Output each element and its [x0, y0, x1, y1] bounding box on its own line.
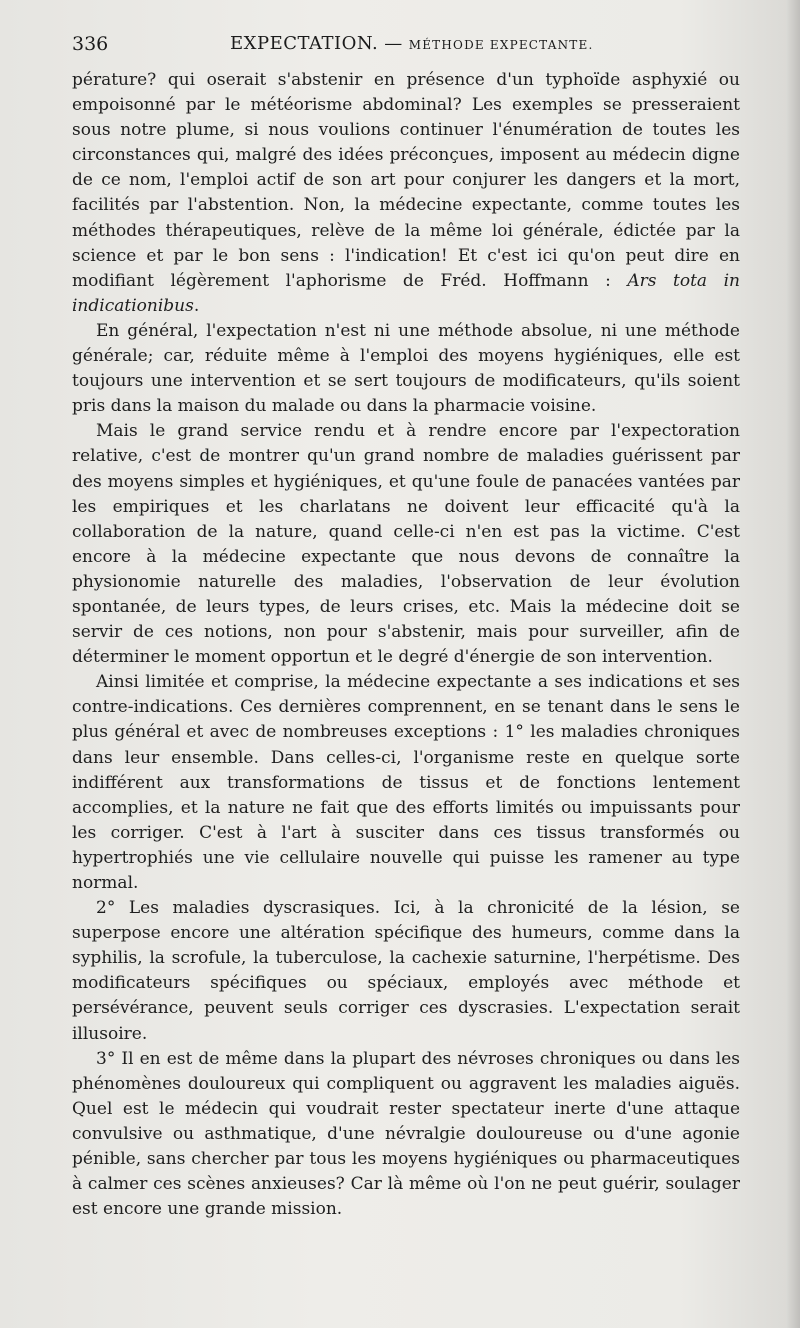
page-number: 336 [72, 33, 109, 55]
page-edge-shadow [786, 0, 800, 1328]
latin-quotation: Ars tota in indicationibus [72, 270, 740, 316]
paragraph-3: Mais le grand service rendu et à rendre encore par l'expectoration relative, c'est de montrer qu'un grand nombre de maladies guérissent par des moyens simples et hygiéniques, et qu'une foule de panacées vantées par les empiriques et les charlatans ne doivent leur efficacité qu'à la collaboration de la nature, quand celle-ci n'en est pas la victime. C'est encore à la médecine expectante que nous devons de connaître la physionomie naturelle des maladies, l'observation de leur évolution spontanée, de leurs types, de leurs crises, etc. Mais la médecine doit se servir de ces notions, non pour s'abstenir, mais pour surveiller, afin de déterminer le moment opportun et le degré d'énergie de son intervention. [72, 421, 740, 668]
body-text [72, 68, 740, 1222]
paragraph-4: Ainsi limitée et comprise, la médecine expectante a ses indications et ses contre-indications. Ces dernières comprennent, en se tenant dans le sens le plus général et avec de nombreuses exceptions : 1° les maladies chroniques dans leur ensemble. Dans celles-ci, l'organisme reste en quelque sorte indifférent aux transformations de tissus et de fonctions lentement accomplies, et la nature ne fait que des efforts limités ou impuissants pour les corriger. C'est à l'art à susciter dans ces tissus transformés ou hypertrophiés une vie cellulaire nouvelle qui puisse les ramener au type normal. [72, 672, 740, 893]
chapter-subtitle: MÉTHODE EXPECTANTE. [408, 38, 594, 52]
paragraph-2: En général, l'expectation n'est ni une méthode absolue, ni une méthode générale; car, réduite même à l'emploi des moyens hygiéniques, elle est toujours une intervention et se sert toujours de modificateurs, qu'ils soient pris dans la maison du malade ou dans la pharmacie voisine. [72, 320, 740, 417]
paragraph-1 [72, 68, 740, 319]
running-header [72, 33, 740, 59]
paragraph-6: 3° Il en est de même dans la plupart des névroses chroniques ou dans les phénomènes douloureux qui compliquent ou aggravent les maladies aiguës. Quel est le médecin qui voudrait rester spectateur inerte d'une attaque convulsive ou asthmatique, d'une névralgie douloureuse ou d'une agonie pénible, sans chercher par tous les moyens hygiéniques ou pharmaceutiques à calmer ces scènes anxieuses? Car là même où l'on ne peut guérir, soulager est encore une grande mission. [72, 1048, 740, 1220]
title-separator: — [384, 33, 403, 54]
chapter-title: EXPECTATION. [230, 33, 379, 54]
running-title [230, 33, 593, 54]
paragraph-1-text: pérature? qui oserait s'abstenir en présence d'un typhoïde asphyxié ou empoisonné par le météorisme abdominal? Les exemples se presseraient sous notre plume, si nous voulions continuer l'énumération de toutes les circonstances qui, malgré des idées préconçues, imposent au médecin digne de ce nom, l'emploi actif de son art pour conjurer les dangers et la mort, facilités par l'abstention. Non, la médecine expectante, comme toutes les méthodes thérapeutiques, relève de la même loi générale, édictée par la science et par le bon sens : l'indication! Et c'est ici qu'on peut dire en modifiant légèrement l'aphorisme de Fréd. Hoffmann : [72, 70, 740, 291]
paragraph-1-end: . [193, 295, 200, 316]
paragraph-5: 2° Les maladies dyscrasiques. Ici, à la chronicité de la lésion, se superpose encore une altération spécifique des humeurs, comme dans la syphilis, la scrofule, la tuberculose, la cachexie saturnine, l'herpétisme. Des modificateurs spécifiques ou spéciaux, employés avec méthode et persévérance, peuvent seuls corriger ces dyscrasies. L'expectation serait illusoire. [72, 898, 740, 1044]
